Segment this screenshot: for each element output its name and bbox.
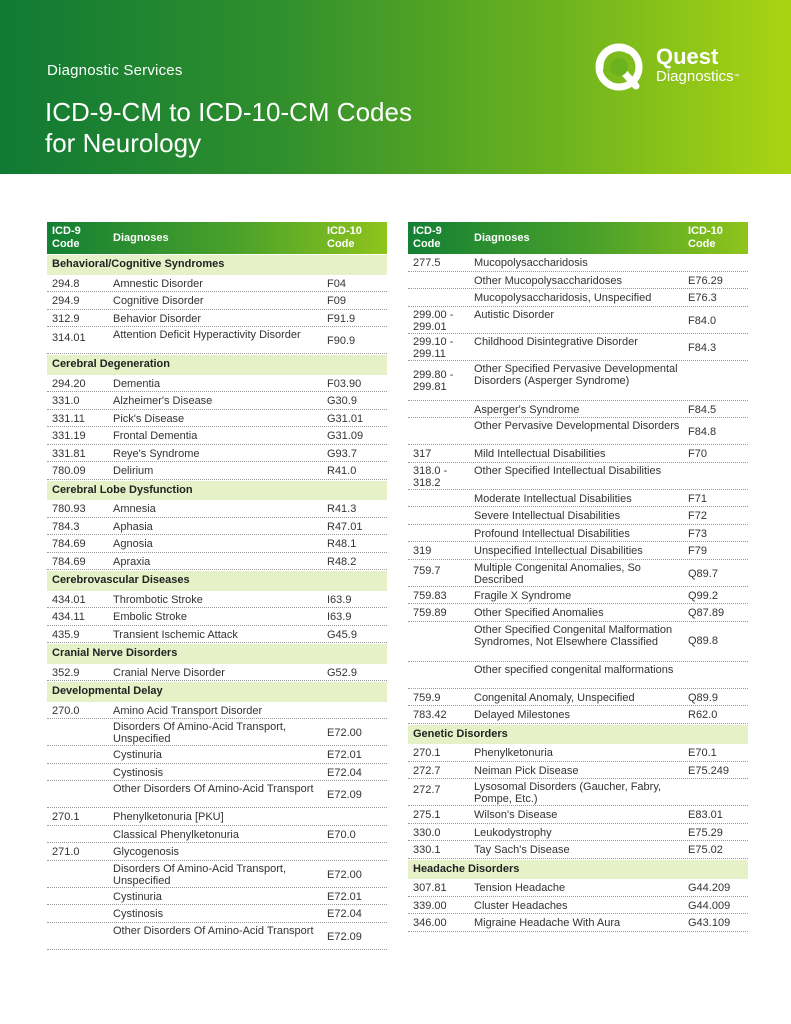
icd9-code: 272.7 xyxy=(413,784,441,796)
quest-logo-word: Quest xyxy=(656,44,719,69)
table-row xyxy=(408,334,748,361)
diagnosis-text: Transient Ischemic Attack xyxy=(113,628,238,641)
diagnosis-text: Asperger's Syndrome xyxy=(474,403,580,416)
diagnosis-text: Migraine Headache With Aura xyxy=(474,917,621,929)
icd10-header: ICD-10 Code xyxy=(688,225,723,250)
icd9-code: 294.20 xyxy=(52,377,86,390)
icd10-code: E72.09 xyxy=(327,789,362,801)
icd10-code: F04 xyxy=(327,277,346,290)
diagnosis-text: Behavior Disorder xyxy=(113,312,202,325)
table-row xyxy=(408,914,748,932)
icd9-header: ICD-9 Code xyxy=(413,225,442,250)
table-row xyxy=(47,410,387,428)
icd10-code: R41.0 xyxy=(327,465,357,477)
table-row xyxy=(47,781,387,808)
icd10-code: G43.109 xyxy=(688,917,731,929)
icd9-code: 299.00 - 299.01 xyxy=(413,308,454,333)
icd10-code: F79 xyxy=(688,545,707,557)
quest-logo xyxy=(594,42,764,94)
icd9-code: 783.42 xyxy=(413,709,447,721)
icd10-code: G31.09 xyxy=(327,430,364,442)
table-row xyxy=(47,392,387,410)
diagnosis-text: Mucopolysaccharidosis, Unspecified xyxy=(474,292,652,304)
diagnosis-text: Profound Intellectual Disabilities xyxy=(474,527,630,540)
diagnosis-text: Delirium xyxy=(113,465,154,477)
icd10-code: Q89.9 xyxy=(688,691,718,704)
diagnosis-text: Other Specified Intellectual Disabilities xyxy=(474,464,662,477)
icd9-code: 331.11 xyxy=(52,412,85,425)
diagnosis-text: Cystinosis xyxy=(113,766,164,779)
icd10-code: F09 xyxy=(327,295,346,307)
table-row xyxy=(408,879,748,897)
icd9-code: 784.69 xyxy=(52,555,86,568)
diagnosis-text: Classical Phenylketonuria xyxy=(113,828,239,841)
icd10-code: E70.0 xyxy=(327,828,356,841)
category-heading: Behavioral/Cognitive Syndromes xyxy=(47,255,387,275)
diagnosis-text: Thrombotic Stroke xyxy=(113,593,203,606)
table-row xyxy=(408,744,748,762)
icd9-code: 270.1 xyxy=(52,811,80,823)
category-heading: Cranial Nerve Disorders xyxy=(47,644,387,664)
diagnosis-text: Reye's Syndrome xyxy=(113,447,200,460)
icd10-code: E72.00 xyxy=(327,868,362,881)
diagnosis-text: Cystinosis xyxy=(113,908,164,920)
category-heading: Genetic Disorders xyxy=(408,725,748,745)
icd10-code: E72.04 xyxy=(327,908,362,920)
table-row xyxy=(47,826,387,844)
icd9-code: 352.9 xyxy=(52,666,80,679)
diagnosis-text: Other specified congenital malformations xyxy=(474,663,674,676)
icd10-code: E75.29 xyxy=(688,826,723,839)
table-row xyxy=(47,535,387,553)
table-row xyxy=(47,664,387,682)
icd9-code: 759.9 xyxy=(413,691,441,704)
icd10-code: Q89.8 xyxy=(688,634,718,647)
table-row xyxy=(408,525,748,543)
table-row xyxy=(408,779,748,806)
icd9-code: 759.89 xyxy=(413,607,447,619)
icd10-code: F91.9 xyxy=(327,312,356,325)
diagnosis-text: Mucopolysaccharidosis xyxy=(474,257,588,269)
table-row xyxy=(47,608,387,626)
diagnosis-text: Phenylketonuria [PKU] xyxy=(113,811,224,823)
icd10-code: E72.00 xyxy=(327,727,362,739)
diagnosis-text: Cystinuria xyxy=(113,890,162,903)
diagnosis-text: Disorders Of Amino-Acid Transport, Unspecified xyxy=(113,721,287,745)
icd10-code: E72.09 xyxy=(327,930,362,943)
icd10-code: G31.01 xyxy=(327,412,364,425)
page-title-line-2: for Neurology xyxy=(45,128,202,158)
table-row xyxy=(408,289,748,307)
icd10-code: F84.3 xyxy=(688,341,717,354)
icd10-code: Q99.2 xyxy=(688,589,718,602)
right-table-body xyxy=(408,254,748,932)
diagnosis-text: Phenylketonuria xyxy=(474,747,553,759)
diagnosis-text: Leukodystrophy xyxy=(474,826,552,839)
right-code-table xyxy=(408,222,748,932)
icd9-code: 294.9 xyxy=(52,295,80,307)
icd9-code: 331.0 xyxy=(52,395,80,407)
table-row xyxy=(47,626,387,644)
table-row xyxy=(408,706,748,724)
page-title-line-1: ICD-9-CM to ICD-10-CM Codes xyxy=(45,97,412,127)
icd9-code: 780.09 xyxy=(52,465,86,477)
diagnosis-text: Moderate Intellectual Disabilities xyxy=(474,492,632,505)
diagnosis-text: Amino Acid Transport Disorder xyxy=(113,704,263,717)
table-row xyxy=(47,888,387,906)
diagnosis-text: Lysosomal Disorders (Gaucher, Fabry, Pompe, Etc.) xyxy=(474,781,662,805)
diagnosis-text: Cranial Nerve Disorder xyxy=(113,666,225,679)
icd10-code: R48.1 xyxy=(327,538,357,550)
table-row xyxy=(47,445,387,463)
table-row xyxy=(408,604,748,622)
table-row xyxy=(408,361,748,401)
page-title xyxy=(45,97,412,159)
table-row xyxy=(408,587,748,605)
table-row xyxy=(408,897,748,915)
icd9-code: 277.5 xyxy=(413,257,441,269)
table-row xyxy=(408,418,748,445)
icd9-code: 307.81 xyxy=(413,882,447,894)
table-row xyxy=(47,764,387,782)
icd9-code: 270.0 xyxy=(52,704,80,717)
diagnosis-text: Other Specified Anomalies xyxy=(474,607,604,619)
icd9-code: 331.19 xyxy=(52,430,86,442)
icd9-code: 434.01 xyxy=(52,593,86,606)
left-table-body xyxy=(47,255,387,950)
header-banner xyxy=(0,0,791,174)
icd9-code: 759.83 xyxy=(413,589,447,602)
icd10-code: Q89.7 xyxy=(688,567,718,580)
icd10-code: G52.9 xyxy=(327,666,357,679)
table-row xyxy=(408,542,748,560)
diagnoses-header: Diagnoses xyxy=(474,232,530,244)
diagnosis-text: Frontal Dementia xyxy=(113,430,198,442)
table-row xyxy=(47,375,387,393)
icd10-code: E83.01 xyxy=(688,809,723,821)
diagnosis-text: Cystinuria xyxy=(113,749,162,761)
table-row xyxy=(47,518,387,536)
icd10-code: E75.02 xyxy=(688,844,723,856)
icd10-code: G44.209 xyxy=(688,882,731,894)
diagnosis-text: Aphasia xyxy=(113,520,153,533)
icd10-code: F03.90 xyxy=(327,377,362,390)
diagnosis-text: Tension Headache xyxy=(474,882,566,894)
quest-logo-sub: Diagnostics™ xyxy=(656,68,740,85)
table-row xyxy=(408,490,748,508)
table-row xyxy=(408,560,748,587)
table-row xyxy=(47,591,387,609)
table-row xyxy=(408,762,748,780)
icd10-code: E75.249 xyxy=(688,764,729,777)
icd10-code: R48.2 xyxy=(327,555,357,568)
table-row xyxy=(47,923,387,950)
diagnosis-text: Childhood Disintegrative Disorder xyxy=(474,335,638,348)
diagnosis-text: Severe Intellectual Disabilities xyxy=(474,510,621,522)
icd9-code: 317 xyxy=(413,448,432,460)
icd10-code: F73 xyxy=(688,527,707,540)
icd9-code: 299.10 - 299.11 xyxy=(413,335,454,360)
table-row xyxy=(47,310,387,328)
diagnosis-text: Other Specified Pervasive Developmental Disorders (Asperger Syndrome) xyxy=(474,362,678,387)
icd9-code: 272.7 xyxy=(413,764,441,777)
table-row xyxy=(47,462,387,480)
icd9-code: 784.3 xyxy=(52,520,80,533)
table-row xyxy=(408,622,748,662)
diagnosis-text: Disorders Of Amino-Acid Transport, Unspecified xyxy=(113,862,287,887)
icd10-code: F84.8 xyxy=(688,426,717,438)
icd9-code: 330.1 xyxy=(413,844,441,856)
icd10-code: G93.7 xyxy=(327,447,357,460)
icd10-code: F71 xyxy=(688,492,707,505)
icd9-code: 435.9 xyxy=(52,628,80,641)
diagnosis-text: Other Specified Congenital Malformation Syndromes, Not Elsewhere Classified xyxy=(474,623,673,648)
icd10-code: E76.3 xyxy=(688,292,717,304)
category-heading: Headache Disorders xyxy=(408,860,748,880)
diagnosis-text: Amnesia xyxy=(113,503,156,515)
diagnosis-text: Apraxia xyxy=(113,555,151,568)
icd9-code: 759.7 xyxy=(413,564,441,577)
diagnosis-text: Neiman Pick Disease xyxy=(474,764,579,777)
icd9-code: 299.80 - 299.81 xyxy=(413,368,454,393)
diagnosis-text: Embolic Stroke xyxy=(113,611,187,623)
icd10-code: I63.9 xyxy=(327,611,352,623)
icd9-code: 294.8 xyxy=(52,277,80,290)
icd10-code: E70.1 xyxy=(688,747,717,759)
table-row xyxy=(47,292,387,310)
icd10-code: G44.009 xyxy=(688,899,731,912)
table-row xyxy=(47,427,387,445)
table-row xyxy=(47,719,387,746)
icd9-code: 784.69 xyxy=(52,538,86,550)
diagnosis-text: Wilson's Disease xyxy=(474,809,558,821)
icd9-code: 312.9 xyxy=(52,312,80,325)
table-header xyxy=(408,222,748,254)
diagnosis-text: Congenital Anomaly, Unspecified xyxy=(474,691,635,704)
table-row xyxy=(408,689,748,707)
table-header xyxy=(47,222,387,254)
diagnosis-text: Dementia xyxy=(113,377,161,390)
diagnosis-text: Fragile X Syndrome xyxy=(474,589,572,602)
icd10-code: F84.5 xyxy=(688,403,717,416)
table-row xyxy=(47,500,387,518)
diagnosis-text: Tay Sach's Disease xyxy=(474,844,570,856)
header-kicker: Diagnostic Services xyxy=(47,62,183,79)
table-row xyxy=(408,662,748,689)
diagnosis-text: Mild Intellectual Disabilities xyxy=(474,448,606,460)
diagnosis-text: Attention Deficit Hyperactivity Disorder xyxy=(113,329,301,341)
icd10-code: G30.9 xyxy=(327,395,357,407)
diagnosis-text: Pick's Disease xyxy=(113,412,185,425)
icd9-code: 330.0 xyxy=(413,826,441,839)
diagnosis-text: Glycogenosis xyxy=(113,846,180,858)
icd10-code: F70 xyxy=(688,448,707,460)
table-row xyxy=(47,905,387,923)
icd9-header: ICD-9 Code xyxy=(52,225,81,250)
icd10-code: F84.0 xyxy=(688,314,717,327)
diagnosis-text: Unspecified Intellectual Disabilities xyxy=(474,545,643,557)
icd10-header: ICD-10 Code xyxy=(327,225,362,250)
table-row xyxy=(47,746,387,764)
diagnosis-text: Delayed Milestones xyxy=(474,709,570,721)
table-row xyxy=(47,808,387,826)
icd9-code: 275.1 xyxy=(413,809,441,821)
icd10-code: R47.01 xyxy=(327,520,363,533)
table-row xyxy=(47,861,387,888)
icd9-code: 339.00 xyxy=(413,899,447,912)
table-row xyxy=(47,702,387,720)
diagnoses-header: Diagnoses xyxy=(113,232,169,244)
diagnosis-text: Amnestic Disorder xyxy=(113,277,203,290)
table-row xyxy=(408,401,748,419)
table-row xyxy=(47,843,387,861)
category-heading: Cerebral Lobe Dysfunction xyxy=(47,481,387,501)
quest-logo-mark-icon xyxy=(594,42,644,92)
table-row xyxy=(47,327,387,354)
diagnosis-text: Cluster Headaches xyxy=(474,899,568,912)
icd9-code: 270.1 xyxy=(413,747,441,759)
category-heading: Cerebrovascular Diseases xyxy=(47,571,387,591)
icd9-code: 319 xyxy=(413,545,432,557)
table-row xyxy=(408,463,748,490)
icd9-code: 346.00 xyxy=(413,917,447,929)
category-heading: Cerebral Degeneration xyxy=(47,355,387,375)
diagnosis-text: Other Pervasive Developmental Disorders xyxy=(474,420,680,432)
icd9-code: 314.01 xyxy=(52,332,86,344)
diagnosis-text: Autistic Disorder xyxy=(474,308,555,321)
icd10-code: Q87.89 xyxy=(688,607,725,619)
icd10-code: E72.01 xyxy=(327,890,362,903)
diagnosis-text: Agnosia xyxy=(113,538,153,550)
diagnosis-text: Alzheimer's Disease xyxy=(113,395,213,407)
table-row xyxy=(408,445,748,463)
icd10-code: I63.9 xyxy=(327,593,352,606)
icd10-code: E72.04 xyxy=(327,766,362,779)
diagnosis-text: Multiple Congenital Anomalies, So Described xyxy=(474,561,641,586)
icd10-code: G45.9 xyxy=(327,628,357,641)
icd9-code: 434.11 xyxy=(52,611,85,623)
icd10-code: E76.29 xyxy=(688,274,723,287)
diagnosis-text: Other Disorders Of Amino-Acid Transport xyxy=(113,924,314,937)
icd10-code: R62.0 xyxy=(688,709,718,721)
icd9-code: 780.93 xyxy=(52,503,86,515)
table-row xyxy=(408,824,748,842)
icd9-code: 331.81 xyxy=(52,447,86,460)
icd10-code: R41.3 xyxy=(327,503,357,515)
icd9-code: 271.0 xyxy=(52,846,80,858)
table-row xyxy=(408,254,748,272)
table-row xyxy=(47,275,387,293)
table-row xyxy=(408,307,748,334)
icd10-code: E72.01 xyxy=(327,749,362,761)
icd9-code: 318.0 - 318.2 xyxy=(413,464,448,489)
diagnosis-text: Cognitive Disorder xyxy=(113,295,204,307)
diagnosis-text: Other Disorders Of Amino-Acid Transport xyxy=(113,783,314,795)
table-row xyxy=(408,272,748,290)
table-row xyxy=(47,553,387,571)
table-row xyxy=(408,806,748,824)
diagnosis-text: Other Mucopolysaccharidoses xyxy=(474,274,622,287)
table-row xyxy=(408,507,748,525)
table-row xyxy=(408,841,748,859)
category-heading: Developmental Delay xyxy=(47,682,387,702)
left-code-table xyxy=(47,222,387,950)
icd10-code: F90.9 xyxy=(327,335,356,347)
icd10-code: F72 xyxy=(688,510,707,522)
